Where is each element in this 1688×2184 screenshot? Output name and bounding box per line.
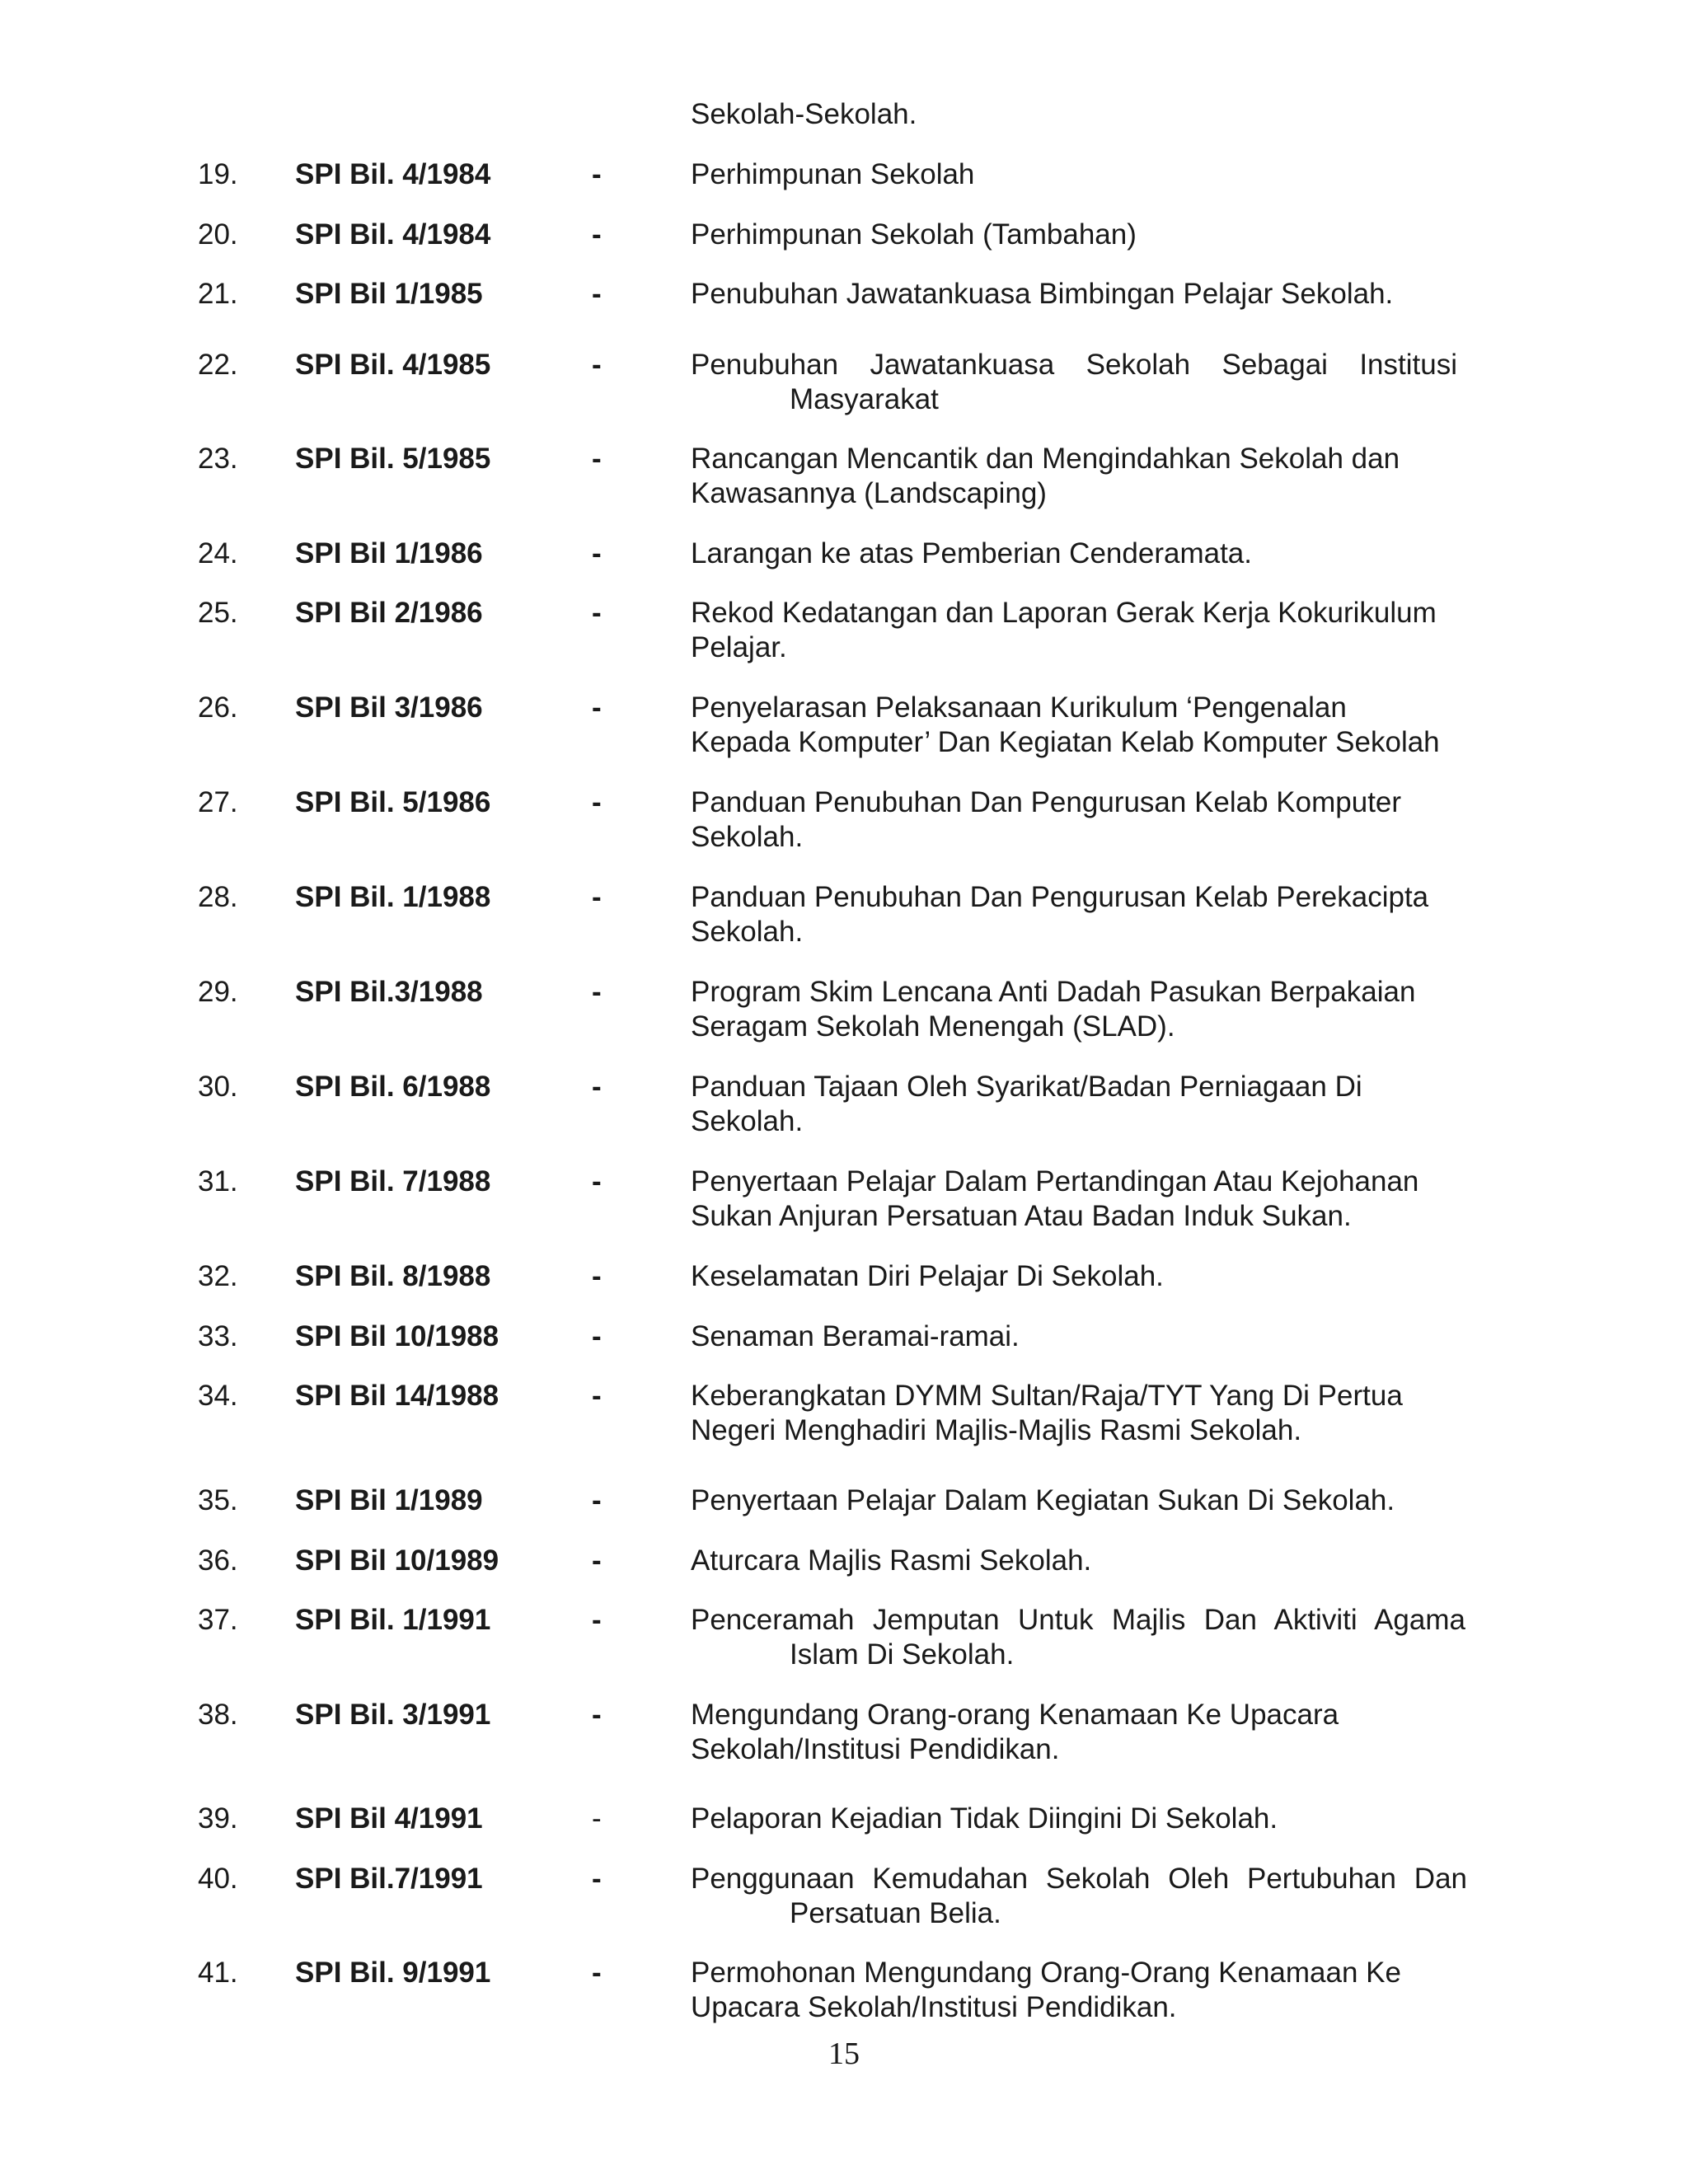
item-title-line1: Larangan ke atas Pemberian Cenderamata. [691, 537, 1252, 569]
item-title-line2: Kawasannya (Landscaping) [691, 477, 1047, 509]
item-dash: - [592, 1604, 602, 1636]
item-dash: - [592, 1260, 602, 1292]
item-code: SPI Bil 2/1986 [295, 597, 483, 629]
item-dash: - [592, 691, 602, 724]
item-title [691, 1379, 1465, 1448]
item-number: 31. [198, 1165, 238, 1197]
item-title-line2: Sekolah. [691, 821, 804, 853]
item-title-line1: Penyertaan Pelajar Dalam Kegiatan Sukan Di Sekolah. [691, 1484, 1395, 1516]
item-dash: - [592, 597, 602, 629]
item-code: SPI Bil. 9/1991 [295, 1957, 491, 1989]
item-title-line1: Penyelarasan Pelaksanaan Kurikulum ‘Pengenalan [691, 691, 1347, 724]
item-title-line1: Penceramah Jemputan Untuk Majlis Dan Aktiviti Agama [691, 1604, 1465, 1636]
item-number: 24. [198, 537, 238, 569]
item-title-line1: Senaman Beramai-ramai. [691, 1320, 1020, 1352]
item-code: SPI Bil. 1/1991 [295, 1604, 491, 1636]
item-number: 27. [198, 786, 238, 818]
item-title-line1: Perhimpunan Sekolah [691, 158, 975, 190]
item-dash: - [592, 1699, 602, 1731]
item-number: 37. [198, 1604, 238, 1636]
item-title [691, 1259, 1465, 1294]
item-number: 38. [198, 1699, 238, 1731]
item-number: 21. [198, 278, 238, 310]
item-code: SPI Bil. 4/1985 [295, 349, 491, 381]
item-title [691, 157, 1465, 192]
item-number: 23. [198, 443, 238, 475]
item-dash: - [592, 881, 602, 913]
item-title-line1: Penyertaan Pelajar Dalam Pertandingan Atau Kejohanan [691, 1165, 1419, 1197]
item-title [691, 1544, 1465, 1578]
item-dash: - [592, 786, 602, 818]
item-number: 34. [198, 1380, 238, 1412]
item-title [691, 785, 1465, 855]
item-code: SPI Bil 3/1986 [295, 691, 483, 724]
item-title-line1: Panduan Tajaan Oleh Syarikat/Badan Perniagaan Di [691, 1071, 1362, 1103]
item-dash: - [592, 278, 602, 310]
item-title-line2: Seragam Sekolah Menengah (SLAD). [691, 1010, 1175, 1043]
item-title [691, 348, 1457, 417]
item-title-line2: Masyarakat [790, 383, 939, 415]
page-number: 15 [828, 2036, 860, 2071]
item-title [691, 218, 1465, 252]
item-code: SPI Bil. 4/1984 [295, 218, 491, 251]
item-title-line1: Keberangkatan DYMM Sultan/Raja/TYT Yang Di Pertua [691, 1380, 1403, 1412]
item-code: SPI Bil. 4/1984 [295, 158, 491, 190]
item-number: 28. [198, 881, 238, 913]
item-title-line1: Aturcara Majlis Rasmi Sekolah. [691, 1544, 1092, 1577]
item-number: 41. [198, 1957, 238, 1989]
item-number: 26. [198, 691, 238, 724]
item-number: 32. [198, 1260, 238, 1292]
item-title-line2: Sukan Anjuran Persatuan Atau Badan Induk Sukan. [691, 1200, 1352, 1232]
item-code: SPI Bil. 6/1988 [295, 1071, 491, 1103]
item-title-line1: Penubuhan Jawatankuasa Bimbingan Pelajar Sekolah. [691, 278, 1394, 310]
item-title [691, 1070, 1465, 1139]
item-title-line1: Pelaporan Kejadian Tidak Diingini Di Sekolah. [691, 1802, 1278, 1835]
item-title-line1: Mengundang Orang-orang Kenamaan Ke Upacara [691, 1699, 1339, 1731]
item-title [691, 1165, 1465, 1234]
item-dash: - [592, 1863, 602, 1895]
item-title [691, 691, 1465, 760]
item-code: SPI Bil.7/1991 [295, 1863, 483, 1895]
item-title [691, 1956, 1465, 2025]
item-title [691, 880, 1465, 949]
item-code: SPI Bil 4/1991 [295, 1802, 483, 1835]
item-dash: - [592, 1957, 602, 1989]
item-number: 39. [198, 1802, 238, 1835]
item-title [691, 975, 1465, 1044]
item-dash: - [592, 1165, 602, 1197]
item-title-line2: Pelajar. [691, 631, 787, 663]
item-title [691, 1698, 1465, 1767]
item-title-line2: Sekolah/Institusi Pendidikan. [691, 1733, 1060, 1765]
item-title-line2: Upacara Sekolah/Institusi Pendidikan. [691, 1991, 1177, 2023]
item-title-line1: Perhimpunan Sekolah (Tambahan) [691, 218, 1137, 251]
item-code: SPI Bil 1/1989 [295, 1484, 483, 1516]
item-code: SPI Bil 1/1986 [295, 537, 483, 569]
item-title [691, 596, 1465, 665]
item-number: 20. [198, 218, 238, 251]
item-code: SPI Bil 10/1989 [295, 1544, 499, 1577]
item-title [691, 1319, 1465, 1354]
item-title [691, 1483, 1465, 1518]
item-code: SPI Bil 10/1988 [295, 1320, 499, 1352]
item-title-line1: Keselamatan Diri Pelajar Di Sekolah. [691, 1260, 1164, 1292]
item-number: 30. [198, 1071, 238, 1103]
item-code: SPI Bil. 7/1988 [295, 1165, 491, 1197]
item-title-line1: Panduan Penubuhan Dan Pengurusan Kelab Komputer [691, 786, 1402, 818]
item-dash: - [592, 976, 602, 1008]
item-number: 25. [198, 597, 238, 629]
item-dash: - [592, 1484, 602, 1516]
item-code: SPI Bil. 8/1988 [295, 1260, 491, 1292]
item-title-line1: Rekod Kedatangan dan Laporan Gerak Kerja Kokurikulum [691, 597, 1437, 629]
item-title [691, 1862, 1467, 1931]
item-title-line1: Program Skim Lencana Anti Dadah Pasukan Berpakaian [691, 976, 1416, 1008]
item-title [691, 1603, 1465, 1672]
item-dash: - [592, 1544, 602, 1577]
item-dash: - [592, 158, 602, 190]
item-title-line2: Sekolah. [691, 916, 804, 948]
item-title [691, 442, 1465, 511]
item-title-line2: Sekolah. [691, 1105, 804, 1137]
item-dash: - [592, 218, 602, 251]
item-number: 22. [198, 349, 238, 381]
item-number: 19. [198, 158, 238, 190]
item-dash: - [592, 1071, 602, 1103]
item-title-line2: Islam Di Sekolah. [790, 1638, 1015, 1671]
item-number: 35. [198, 1484, 238, 1516]
item-title-line1: Penubuhan Jawatankuasa Sekolah Sebagai Institusi [691, 349, 1457, 381]
item-dash: - [592, 1802, 602, 1835]
item-title [691, 1802, 1465, 1836]
item-code: SPI Bil. 1/1988 [295, 881, 491, 913]
item-number: 36. [198, 1544, 238, 1577]
item-number: 40. [198, 1863, 238, 1895]
item-title-line2: Persatuan Belia. [790, 1897, 1001, 1929]
item-code: SPI Bil 1/1985 [295, 278, 483, 310]
item-title [691, 537, 1465, 571]
item-code: SPI Bil.3/1988 [295, 976, 483, 1008]
item-title-line1: Rancangan Mencantik dan Mengindahkan Sekolah dan [691, 443, 1400, 475]
item-title [691, 277, 1465, 312]
item-code: SPI Bil 14/1988 [295, 1380, 499, 1412]
item-dash: - [592, 1380, 602, 1412]
item-dash: - [592, 349, 602, 381]
item-code: SPI Bil. 5/1985 [295, 443, 491, 475]
continuation-text: Sekolah-Sekolah. [691, 98, 917, 130]
item-dash: - [592, 1320, 602, 1352]
item-title-line1: Permohonan Mengundang Orang-Orang Kenamaan Ke [691, 1957, 1401, 1989]
item-title-line2: Negeri Menghadiri Majlis-Majlis Rasmi Sekolah. [691, 1414, 1302, 1446]
item-code: SPI Bil. 3/1991 [295, 1699, 491, 1731]
item-dash: - [592, 443, 602, 475]
item-code: SPI Bil. 5/1986 [295, 786, 491, 818]
item-title-line1: Penggunaan Kemudahan Sekolah Oleh Pertubuhan Dan [691, 1863, 1467, 1895]
item-number: 29. [198, 976, 238, 1008]
item-title-line2: Kepada Komputer’ Dan Kegiatan Kelab Komputer Sekolah [691, 726, 1440, 758]
item-number: 33. [198, 1320, 238, 1352]
item-dash: - [592, 537, 602, 569]
item-title-line1: Panduan Penubuhan Dan Pengurusan Kelab Perekacipta [691, 881, 1429, 913]
